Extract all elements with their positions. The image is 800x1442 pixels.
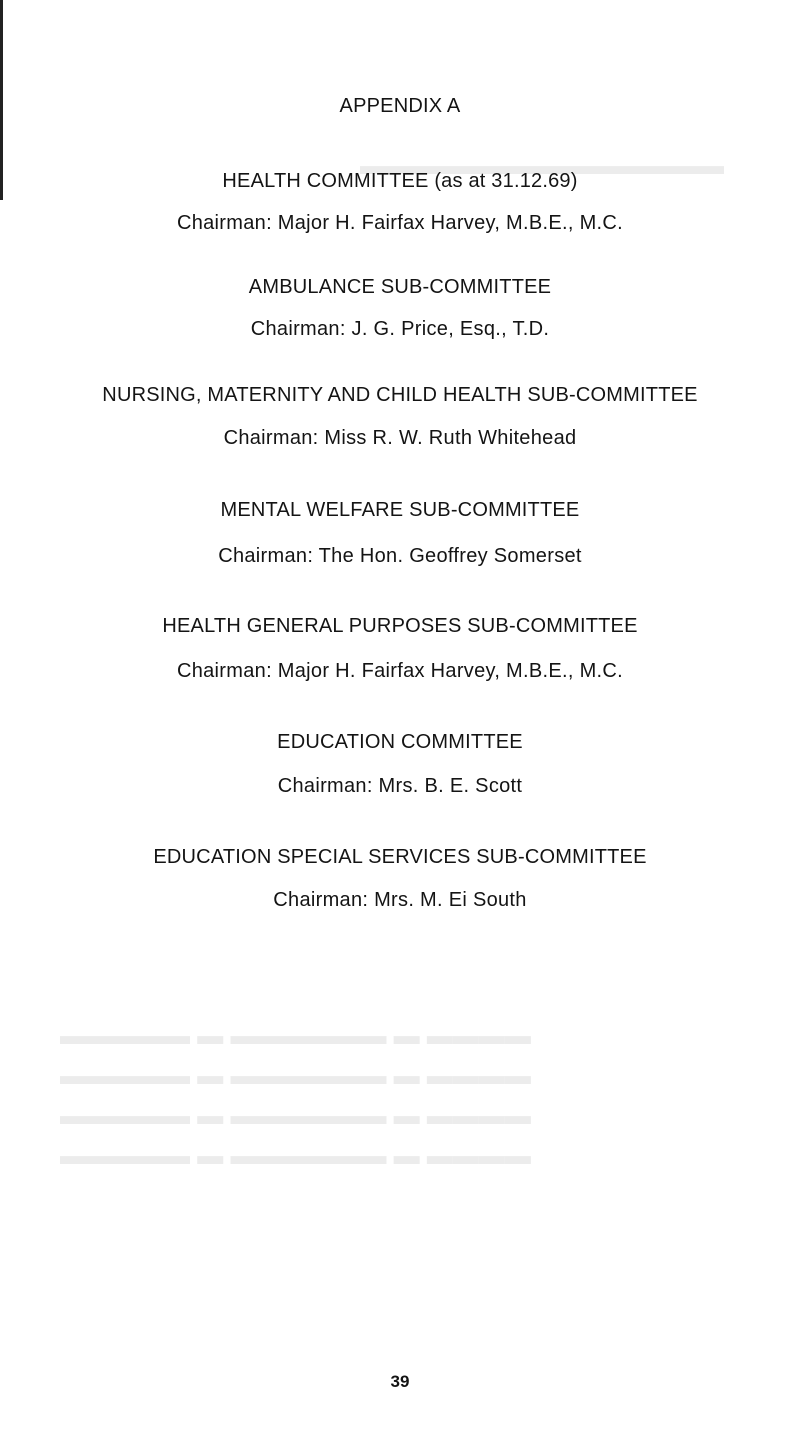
- bleed-through-decoration: ▬▬▬▬▬▬▬▬▬▬▬▬▬▬: [360, 150, 724, 180]
- bleed-through-decoration: ▬▬▬▬ ▬ ▬▬▬▬▬▬ ▬ ▬▬▬▬▬: [60, 1100, 531, 1130]
- committee-heading: MENTAL WELFARE SUB-COMMITTEE: [220, 499, 580, 521]
- committee-chairman: Chairman: Mrs. M. Ei South: [273, 889, 527, 911]
- bleed-through-decoration: ▬▬▬▬ ▬ ▬▬▬▬▬▬ ▬ ▬▬▬▬▬: [60, 1060, 531, 1090]
- committee-chairman: Chairman: Major H. Fairfax Harvey, M.B.E., M.C.: [176, 212, 624, 234]
- bleed-through-decoration: ▬▬▬▬ ▬ ▬▬▬▬▬▬ ▬ ▬▬▬▬▬: [60, 1020, 531, 1050]
- committee-chairman: Chairman: Major H. Fairfax Harvey, M.B.E., M.C.: [176, 660, 624, 682]
- bleed-through-decoration: ▬▬▬▬ ▬ ▬▬▬▬▬▬ ▬ ▬▬▬▬▬: [60, 1140, 531, 1170]
- committee-heading: HEALTH GENERAL PURPOSES SUB-COMMITTEE: [162, 615, 638, 637]
- committee-chairman: Chairman: Mrs. B. E. Scott: [277, 775, 523, 797]
- committee-chairman: Chairman: Miss R. W. Ruth Whitehead: [223, 427, 577, 449]
- committee-heading: HEALTH COMMITTEE (as at 31.12.69): [222, 170, 578, 192]
- page-number: 39: [390, 1372, 410, 1391]
- committee-chairman: Chairman: J. G. Price, Esq., T.D.: [250, 318, 550, 340]
- committee-heading: EDUCATION SPECIAL SERVICES SUB-COMMITTEE: [153, 846, 647, 868]
- committee-heading: AMBULANCE SUB-COMMITTEE: [248, 276, 552, 298]
- committee-heading: EDUCATION COMMITTEE: [277, 731, 523, 753]
- appendix-title: APPENDIX A: [339, 95, 461, 117]
- committee-chairman: Chairman: The Hon. Geoffrey Somerset: [218, 545, 582, 567]
- committee-heading: NURSING, MATERNITY AND CHILD HEALTH SUB-COMMITTEE: [102, 384, 698, 406]
